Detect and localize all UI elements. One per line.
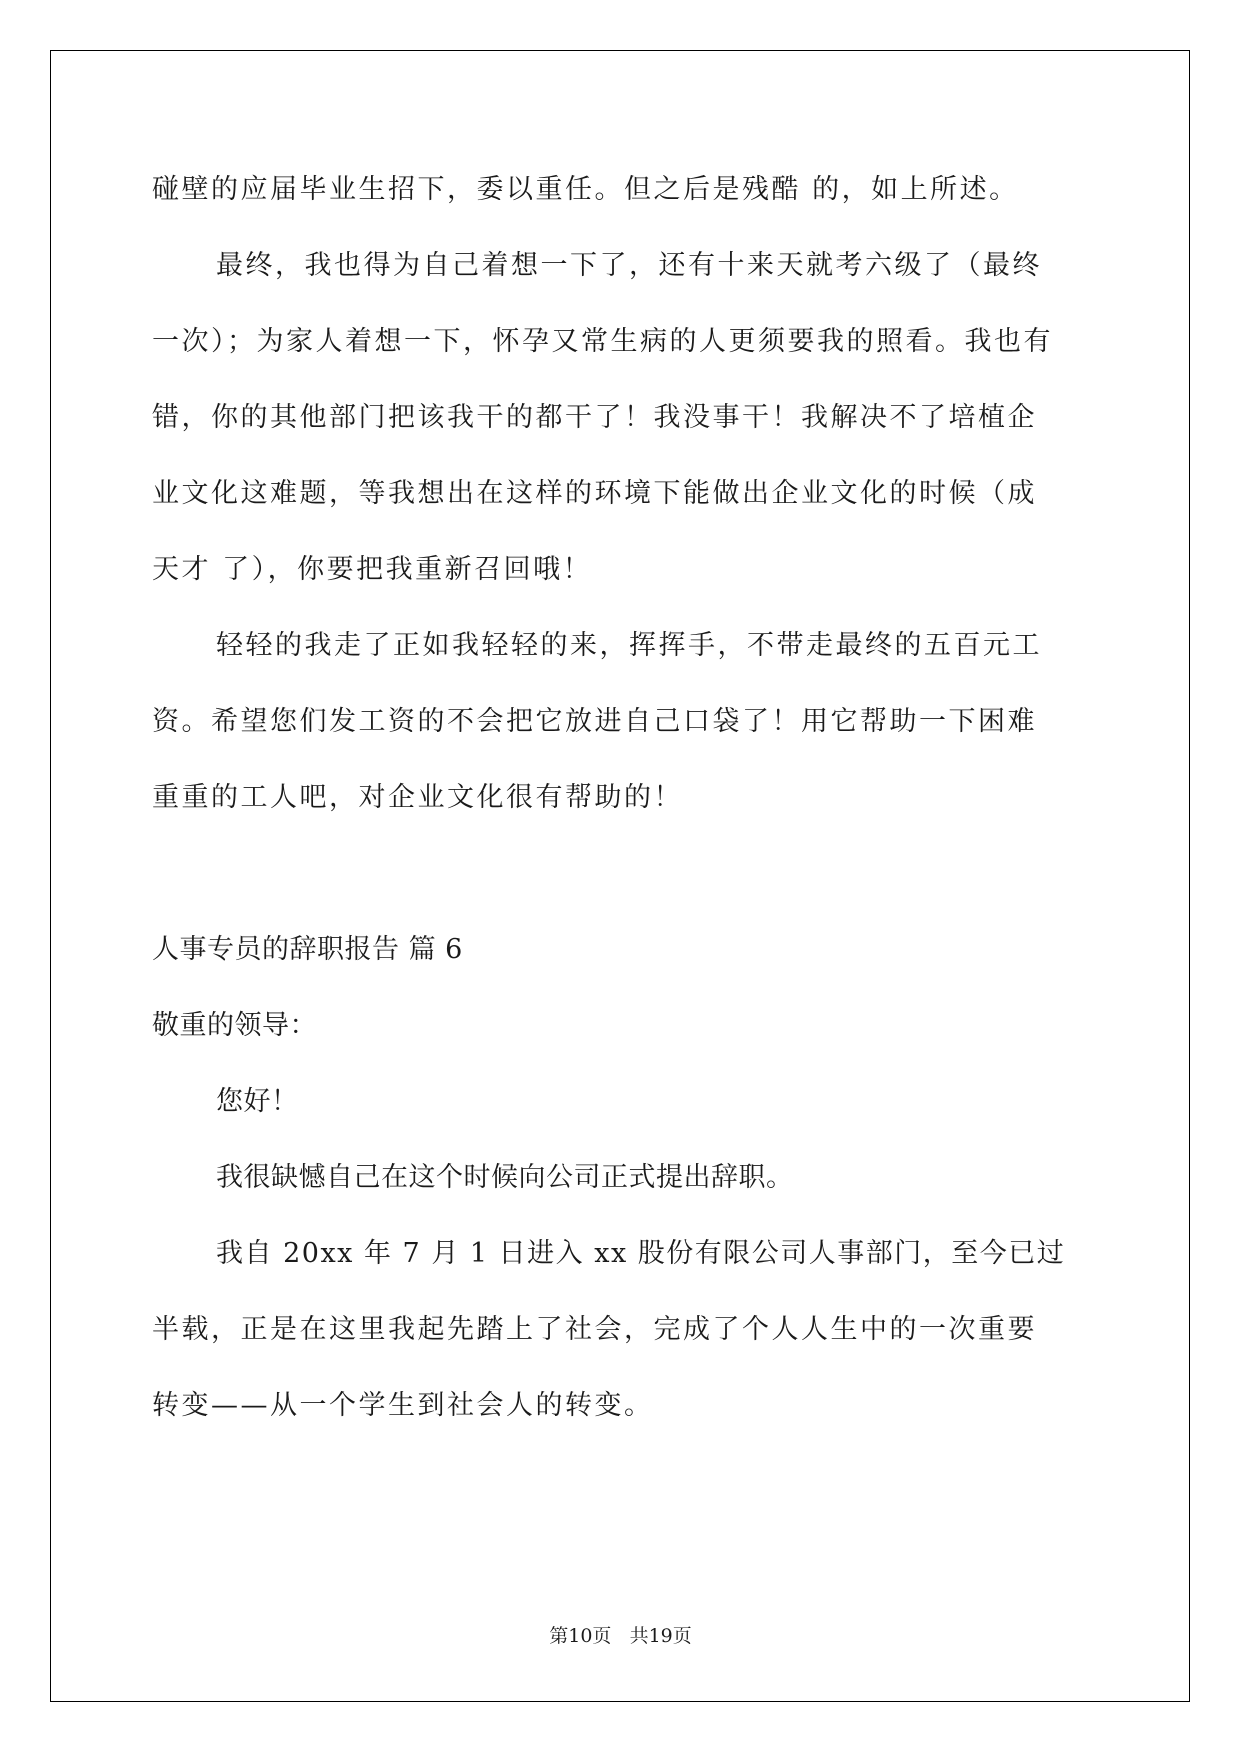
page-number: 第10页 [549, 1625, 612, 1647]
body-text-line: 天才 了），你要把我重新召回哦！ [152, 554, 593, 585]
body-text-line: 半载，正是在这里我起先踏上了社会，完成了个人人生中的一次重要 [152, 1314, 1037, 1345]
page-footer [0, 1624, 1241, 1648]
page-border [50, 50, 1190, 1702]
body-text-line: 重重的工人吧，对企业文化很有帮助的！ [152, 782, 683, 813]
greeting: 您好！ [216, 1086, 299, 1117]
body-text-line: 我很缺憾自己在这个时候向公司正式提出辞职。 [216, 1162, 794, 1193]
salutation: 敬重的领导： [152, 1010, 317, 1041]
body-text-line: 一次）；为家人着想一下，怀孕又常生病的人更须要我的照看。我也有 [152, 326, 1053, 357]
body-text-line: 碰壁的应届毕业生招下，委以重任。但之后是残酷 的，如上所述。 [152, 174, 1019, 205]
body-text-line: 资。希望您们发工资的不会把它放进自己口袋了！用它帮助一下困难 [152, 706, 1037, 737]
body-text-line: 最终，我也得为自己着想一下了，还有十来天就考六级了（最终 [216, 250, 1042, 281]
body-text-line: 我自 20xx 年 7 月 1 日进入 xx 股份有限公司人事部门，至今已过 [216, 1238, 1066, 1269]
body-text-line: 转变——从一个学生到社会人的转变。 [152, 1390, 654, 1421]
body-text-line: 错，你的其他部门把该我干的都干了！我没事干！我解决不了培植企 [152, 402, 1037, 433]
section-heading: 人事专员的辞职报告 篇 6 [152, 934, 463, 965]
body-text-line: 轻轻的我走了正如我轻轻的来，挥挥手，不带走最终的五百元工 [216, 630, 1042, 661]
body-text-line: 业文化这难题，等我想出在这样的环境下能做出企业文化的时候（成 [152, 478, 1037, 509]
page-total: 共19页 [629, 1625, 692, 1647]
